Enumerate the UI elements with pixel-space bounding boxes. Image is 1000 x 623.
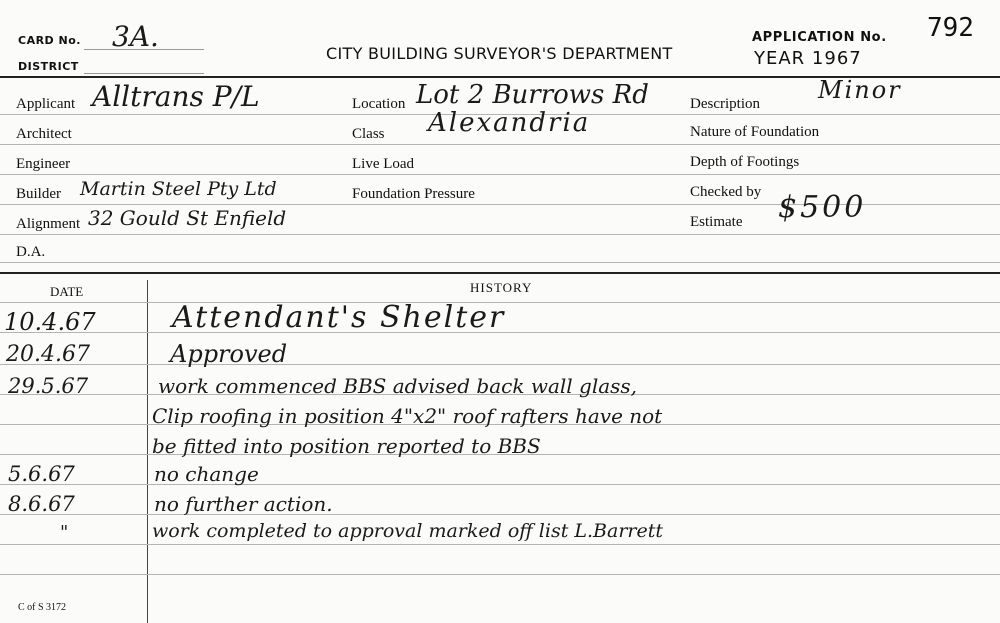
history-rule <box>0 484 1000 485</box>
architect-label: Architect <box>16 126 72 142</box>
applicant-value: Alltrans P/L <box>92 80 260 113</box>
history-date: 5.6.67 <box>8 462 75 486</box>
description-label: Description <box>690 96 760 112</box>
history-text: work commenced BBS advised back wall glass, <box>158 374 638 398</box>
location-label: Location <box>352 96 406 112</box>
history-text: Approved <box>170 340 288 368</box>
depth-of-footings-label: Depth of Footings <box>690 154 800 170</box>
description-value: Minor <box>818 76 902 104</box>
nature-of-foundation-label: Nature of Foundation <box>690 124 820 140</box>
live-load-label: Live Load <box>352 156 415 172</box>
history-date: 10.4.67 <box>4 308 96 336</box>
history-text: work completed to approval marked off list L.Barrett <box>152 520 663 542</box>
history-text: Attendant's Shelter <box>172 300 506 335</box>
history-date: 8.6.67 <box>8 492 75 516</box>
history-date: 29.5.67 <box>8 374 89 398</box>
history-header: HISTORY <box>470 280 533 295</box>
applicant-label: Applicant <box>16 96 76 112</box>
estimate-label: Estimate <box>690 214 743 230</box>
class-value: Alexandria <box>428 108 591 138</box>
history-text: Clip roofing in position 4"x2" roof rafters have not <box>152 404 663 428</box>
date-header: DATE <box>50 284 84 299</box>
form-rule <box>0 234 1000 235</box>
history-date: " <box>60 522 69 543</box>
form-rule <box>0 144 1000 145</box>
history-rule <box>0 514 1000 515</box>
engineer-label: Engineer <box>16 156 71 172</box>
alignment-label: Alignment <box>16 216 81 232</box>
checked-by-label: Checked by <box>690 184 762 200</box>
builder-label: Builder <box>16 186 61 202</box>
form-rule <box>0 262 1000 263</box>
builder-value: Martin Steel Pty Ltd <box>80 178 277 200</box>
form-code: C of S 3172 <box>18 602 67 613</box>
district-label: DISTRICT <box>18 60 79 73</box>
location-value: Lot 2 Burrows Rd <box>416 80 649 110</box>
year-label: YEAR 1967 <box>754 48 862 69</box>
department-title: CITY BUILDING SURVEYOR'S DEPARTMENT <box>326 44 673 63</box>
history-text: no further action. <box>154 492 333 516</box>
card-no-value: 3A. <box>112 20 159 53</box>
card-no-label: CARD No. <box>18 34 81 47</box>
history-date: 20.4.67 <box>6 342 90 367</box>
history-rule <box>0 574 1000 575</box>
card-no-line <box>84 49 204 50</box>
estimate-value: $500 <box>778 190 867 225</box>
district-line <box>84 73 204 74</box>
history-text: be fitted into position reported to BBS <box>152 434 541 458</box>
history-text: no change <box>154 462 259 486</box>
da-label: D.A. <box>16 244 46 260</box>
history-rule <box>0 364 1000 365</box>
application-no-value: 792 <box>927 13 974 43</box>
form-rule <box>0 174 1000 175</box>
alignment-value: 32 Gould St Enfield <box>88 206 287 230</box>
class-label: Class <box>352 126 385 142</box>
history-divider <box>0 272 1000 274</box>
history-rule <box>0 544 1000 545</box>
foundation-pressure-label: Foundation Pressure <box>352 186 475 202</box>
application-no-label: APPLICATION No. <box>752 30 887 45</box>
